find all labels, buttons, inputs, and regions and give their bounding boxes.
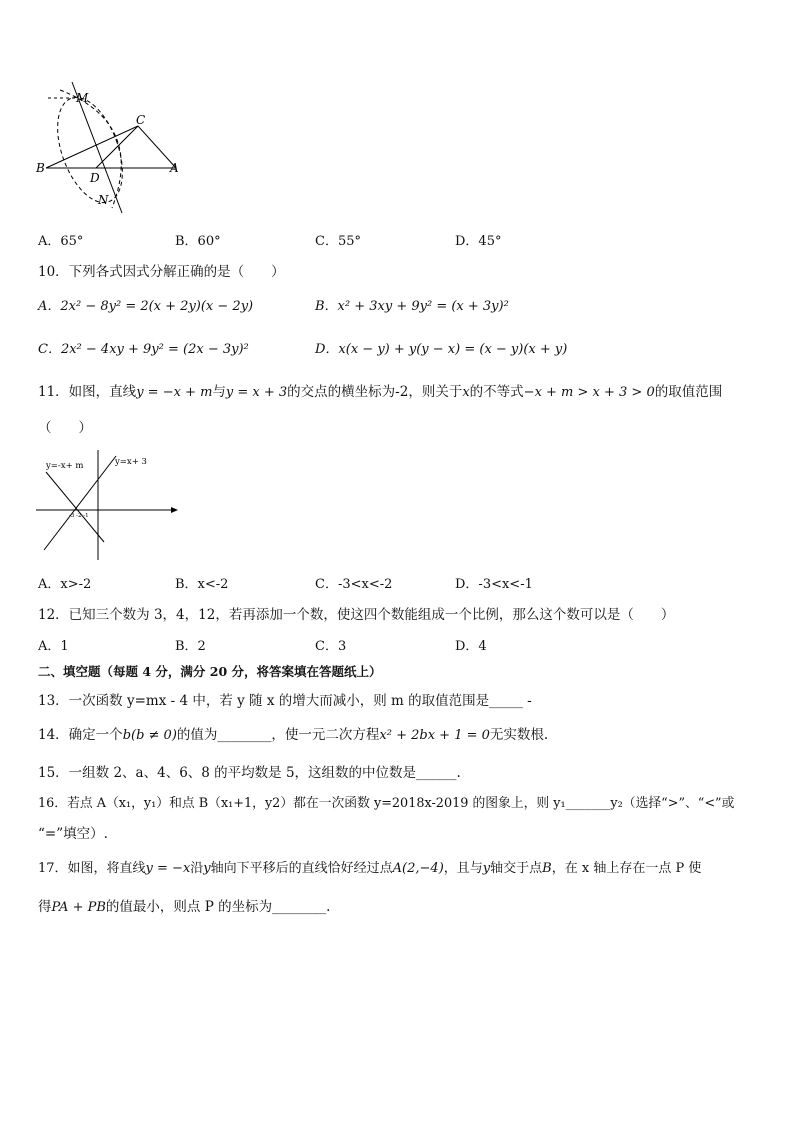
q9-option-c[interactable]: C．55° bbox=[315, 234, 361, 249]
q10-stem: 10．下列各式因式分解正确的是（ ） bbox=[38, 264, 285, 280]
q10-option-c[interactable]: C．2x² − 4xy + 9y² = (2x − 3y)² bbox=[38, 342, 249, 357]
q16-line1: 16．若点 A（x₁，y₁）和点 B（x₁+1，y2）都在一次函数 y=2018x-2019 的图象上，则 y₁_______y₂（选择“>”、“<”或 bbox=[38, 796, 735, 811]
label-B: B bbox=[36, 161, 45, 175]
q13-stem: 13．一次函数 y=mx - 4 中，若 y 随 x 的增大而减小，则 m 的取值范围是_____ - bbox=[38, 693, 532, 709]
q9-option-b[interactable]: B．60° bbox=[175, 234, 221, 249]
q10-option-b[interactable]: B．x² + 3xy + 9y² = (x + 3y)² bbox=[315, 299, 509, 314]
q11-option-d[interactable]: D．-3<x<-1 bbox=[455, 577, 533, 592]
q9-figure bbox=[30, 78, 190, 218]
q15-stem: 15．一组数 2、a、4、6、8 的平均数是 5，这组数的中位数是______. bbox=[38, 765, 461, 781]
q14-stem: 14．确定一个b(b ≠ 0)的值为________，使一元二次方程x² + 2bx + 1 = 0无实数根. bbox=[38, 727, 549, 743]
fig11-label-line2: y=x+ 3 bbox=[115, 457, 147, 467]
q11-figure bbox=[36, 450, 181, 565]
label-D: D bbox=[90, 171, 100, 185]
q17-line2: 得PA + PB的值最小，则点 P 的坐标为________. bbox=[38, 899, 331, 915]
q11-option-b[interactable]: B．x<-2 bbox=[175, 577, 229, 592]
q12-stem: 12．已知三个数为 3，4，12，若再添加一个数，使这四个数能组成一个比例，那么这个数可以是（ ） bbox=[38, 607, 675, 623]
q12-option-c[interactable]: C．3 bbox=[315, 639, 347, 654]
q10-option-a[interactable]: A．2x² − 8y² = 2(x + 2y)(x − 2y) bbox=[38, 299, 254, 314]
q12-option-b[interactable]: B．2 bbox=[175, 639, 206, 654]
q10-option-d[interactable]: D．x(x − y) + y(y − x) = (x − y)(x + y) bbox=[315, 342, 568, 357]
label-M: M bbox=[76, 91, 89, 105]
q11-stem: 11．如图，直线y = −x + m与y = x + 3的交点的横坐标为-2，则关于x的不等式−x + m > x + 3 > 0的取值范围 bbox=[38, 384, 723, 400]
section-title-fill-in: 二、填空题（每题 4 分，满分 20 分，将答案填在答题纸上） bbox=[38, 664, 382, 679]
label-N: N bbox=[98, 193, 109, 207]
q9-option-a[interactable]: A．65° bbox=[38, 234, 84, 249]
label-A: A bbox=[170, 161, 179, 175]
q11-option-a[interactable]: A．x>-2 bbox=[38, 577, 92, 592]
label-C: C bbox=[136, 113, 146, 127]
q12-option-d[interactable]: D．4 bbox=[455, 639, 487, 654]
q11-option-c[interactable]: C．-3<x<-2 bbox=[315, 577, 393, 592]
q17-line1: 17．如图，将直线y = −x沿y轴向下平移后的直线恰好经过点A(2,−4)，且与y轴交于点B，在 x 轴上存在一点 P 使 bbox=[38, 861, 702, 876]
fig11-label-line1: y=-x+ m bbox=[46, 461, 84, 471]
fig11-ticks: -3 -2 -1 bbox=[69, 513, 89, 519]
q9-option-d[interactable]: D．45° bbox=[455, 234, 502, 249]
q16-line2: “=”填空）. bbox=[38, 826, 108, 842]
q12-option-a[interactable]: A．1 bbox=[38, 639, 69, 654]
q11-paren: （ ） bbox=[38, 420, 92, 436]
